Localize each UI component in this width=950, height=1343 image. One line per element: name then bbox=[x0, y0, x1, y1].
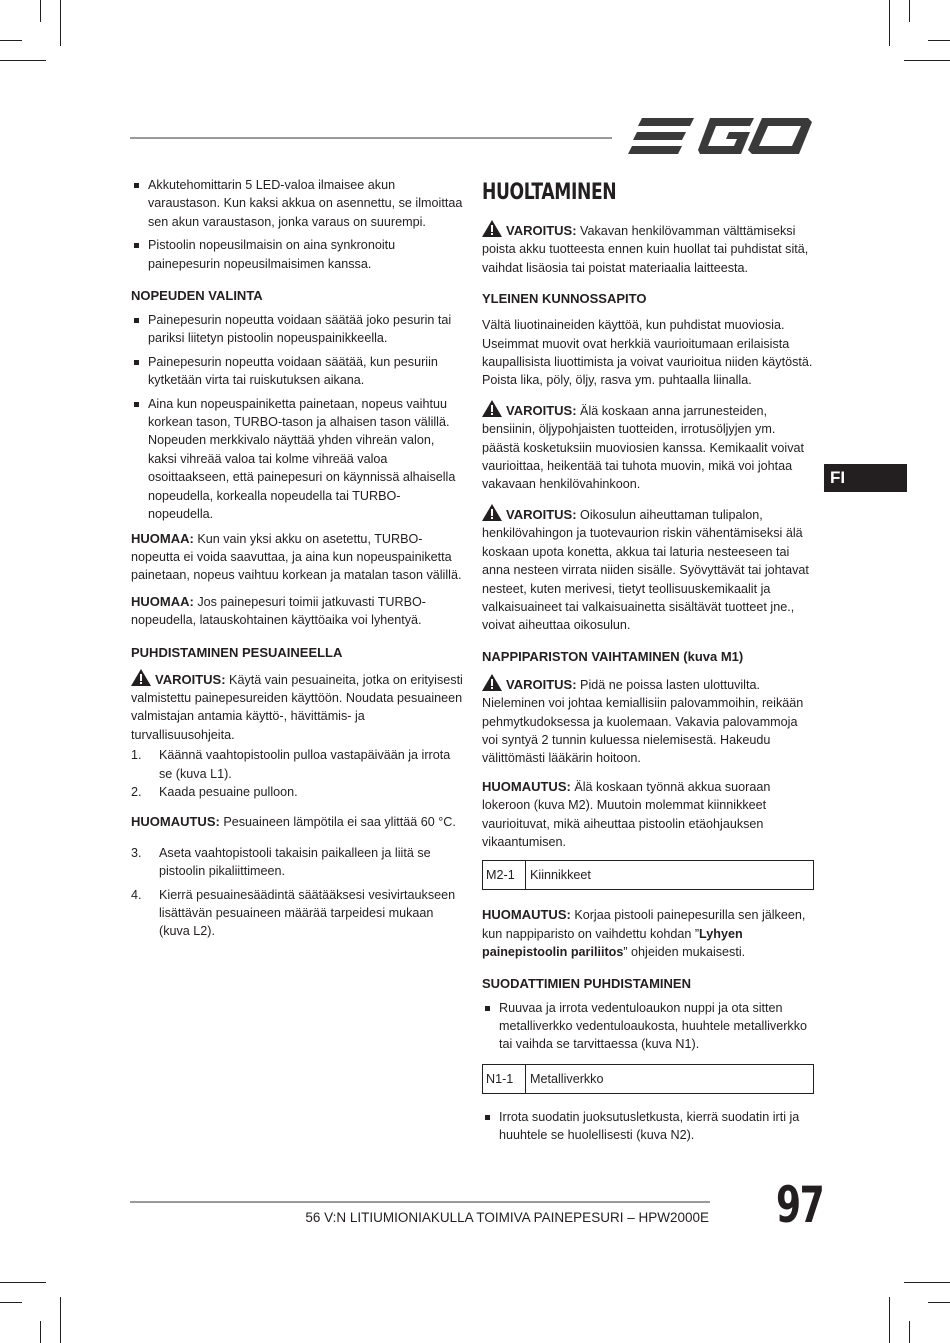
warning-label: VAROITUS: bbox=[506, 676, 577, 692]
crop-mark bbox=[60, 1297, 61, 1343]
warning-icon bbox=[482, 400, 502, 417]
logo-text: EGO bbox=[628, 116, 631, 117]
crop-mark bbox=[928, 1302, 950, 1303]
step-item bbox=[131, 783, 463, 801]
step-text: Käännä vaahtopistoolin pulloa vastapäivään ja irrota se (kuva L1). bbox=[159, 748, 451, 781]
crop-mark bbox=[889, 1297, 890, 1343]
page-number-text: 97 bbox=[776, 1176, 824, 1234]
crop-mark bbox=[928, 40, 950, 41]
crop-mark bbox=[0, 1302, 22, 1303]
warning-text: Vakavan henkilövamman välttämiseksi poista akku tuotteesta ennen kuin huollat tai puhdistat sitä, vaihdat lisäosia tai poistat materiaalia laitteesta. bbox=[482, 224, 809, 275]
warning-text: Älä koskaan anna jarrunesteiden, bensiinin, öljypohjaisten tuotteiden, irrotusöljyjen ym. päästä kosketuksiin muoviosien kanssa. Kemikaalit voivat vaurioittaa, heikentää tai tuhota muovin, mikä voi johtaa vakavaan henkilövahinkoon. bbox=[482, 403, 804, 492]
section-heading-filters: SUODATTIMIEN PUHDISTAMINEN bbox=[482, 975, 691, 991]
crop-mark bbox=[40, 1321, 41, 1343]
parts-table-m2 bbox=[482, 860, 814, 890]
page-title-text: HUOLTAMINEN bbox=[482, 180, 617, 205]
caution-text: Älä koskaan työnnä akkua suoraan lokeroon (kuva M2). Muutoin molemmat kiinnikkeet vaurioituvat, mikä aiheuttaa pistoolin etäohjauksen vikaantumisen. bbox=[482, 779, 771, 849]
crop-mark bbox=[0, 60, 46, 61]
warning-text: Käytä vain pesuaineita, jotka on erityisesti valmistettu painepesureiden käyttöön. Noudata pesuaineen valmistajan antamia käyttö-, hävittämis- ja turvallisuusohjeita. bbox=[131, 672, 463, 742]
table-value: Metalliverkko bbox=[530, 1071, 604, 1086]
header-rule bbox=[130, 137, 612, 139]
list-item: Pistoolin nopeusilmaisin on aina synkronoitu painepesurin nopeusilmaisimen kanssa. bbox=[131, 236, 463, 273]
section-heading-coin-battery: NAPPIPARISTON VAIHTAMINEN (kuva M1) bbox=[482, 648, 744, 664]
caution-paragraph bbox=[482, 778, 814, 852]
warning-label: VAROITUS: bbox=[506, 402, 577, 418]
note-paragraph bbox=[131, 593, 463, 630]
caution-label: HUOMAUTUS: bbox=[482, 778, 571, 794]
crop-mark bbox=[904, 60, 950, 61]
step-number: 1. bbox=[131, 748, 142, 763]
crop-mark bbox=[904, 1282, 950, 1283]
caution-text: Pesuaineen lämpötila ei saa ylittää 60 °C. bbox=[219, 815, 456, 830]
warning-paragraph bbox=[482, 674, 814, 768]
caution-bold-reference: Lyhyen painepistoolin pariliitos bbox=[482, 926, 743, 960]
warning-paragraph bbox=[482, 400, 814, 494]
ego-logo-graphic bbox=[628, 116, 812, 158]
caution-text: Korjaa pistooli painepesurilla sen jälkeen, kun nappiparisto on vaihdettu kohdan ” bbox=[482, 908, 806, 941]
note-text: Kun vain yksi akku on asetettu, TURBO-nopeutta ei voida saavuttaa, ja aina kun nopeuspainiketta painetaan, nopeus vaihtuu korkean ja matalan tason välillä. bbox=[131, 531, 462, 583]
ego-logo bbox=[628, 116, 812, 158]
crop-mark bbox=[60, 0, 61, 46]
caution-label: HUOMAUTUS: bbox=[131, 814, 220, 830]
footer-rule bbox=[130, 1201, 710, 1203]
note-label: HUOMAA: bbox=[131, 530, 194, 546]
crop-mark bbox=[909, 0, 910, 22]
crop-mark bbox=[909, 1321, 910, 1343]
right-column bbox=[482, 180, 814, 1145]
page-title bbox=[482, 180, 814, 206]
caution-label: HUOMAUTUS: bbox=[482, 907, 571, 923]
warning-label: VAROITUS: bbox=[155, 671, 226, 687]
warning-icon bbox=[482, 504, 502, 521]
step-text: Kaada pesuaine pulloon. bbox=[159, 784, 298, 799]
list-item: Ruuvaa ja irrota vedentuloaukon nuppi ja ota sitten metalliverkko vedentuloaukosta, huuhtele metalliverkko tai vaihda se tarvittaessa (kuva N1). bbox=[482, 999, 814, 1054]
parts-table-n1 bbox=[482, 1064, 814, 1094]
step-number: 2. bbox=[131, 784, 142, 799]
warning-paragraph bbox=[482, 504, 814, 635]
step-item bbox=[131, 746, 463, 783]
note-text: Jos painepesuri toimii jatkuvasti TURBO-nopeudella, latauskohtainen käyttöaika voi lyhentyä. bbox=[131, 594, 426, 628]
note-label: HUOMAA: bbox=[131, 593, 194, 609]
section-heading-detergent: PUHDISTAMINEN PESUAINEELLA bbox=[131, 644, 343, 660]
warning-label: VAROITUS: bbox=[506, 506, 577, 522]
step-item bbox=[131, 844, 463, 881]
body-paragraph: Vältä liuotinaineiden käyttöä, kun puhdistat muoviosia. Useimmat muovit ovat herkkiä vaurioitumaan erilaisista kaupallisista liuottimista ja voivat vaurioitua niiden käytöstä. Poista lika, pöly, öljy, rasva ym. puhtaalla liinalla. bbox=[482, 318, 813, 388]
language-tab bbox=[824, 464, 907, 492]
section-heading-general: YLEINEN KUNNOSSAPITO bbox=[482, 291, 647, 307]
warning-paragraph bbox=[482, 220, 814, 277]
warning-label: VAROITUS: bbox=[506, 223, 577, 238]
section-heading-speed: NOPEUDEN VALINTA bbox=[131, 288, 263, 304]
language-tab-label: FI bbox=[830, 468, 846, 487]
table-key: N1-1 bbox=[483, 1065, 526, 1093]
left-column bbox=[131, 176, 463, 941]
page-number bbox=[776, 1176, 842, 1234]
step-text: Aseta vaahtopistooli takaisin paikalleen ja liitä se pistoolin pikaliittimeen. bbox=[159, 845, 431, 879]
caution-text-end: ” ohjeiden mukaisesti. bbox=[623, 945, 746, 960]
warning-icon bbox=[482, 220, 502, 237]
step-number: 4. bbox=[131, 887, 142, 902]
crop-mark bbox=[40, 0, 41, 22]
table-key: M2-1 bbox=[483, 861, 526, 889]
warning-text: Pidä ne poissa lasten ulottuvilta. Nieleminen voi johtaa kemiallisiin palovammoihin, reikään pehmytkudoksessa ja kuolemaan. Vakavia palovammoja voi syntyä 2 tunnin kuluessa nielemisestä. Hakeudu välittömästi lääkärin hoitoon. bbox=[482, 677, 804, 766]
warning-text: Oikosulun aiheuttaman tulipalon, henkilövahingon ja tuotevaurion riskin vähentämiseksi älä koskaan upota konetta, akkua tai laturia nesteeseen tai anna nesteen virrata niiden sisälle. Syövyttävät tai johtavat nesteet, kuten merivesi, tietyt teollisuuskemikaalit ja valkaisuaineet tai valkaisuainetta sisältävät tuotteet jne., voivat aiheuttaa oikosulun. bbox=[482, 507, 809, 633]
crop-mark bbox=[0, 40, 22, 41]
note-paragraph bbox=[131, 530, 463, 585]
warning-icon bbox=[131, 669, 151, 686]
crop-mark bbox=[889, 0, 890, 46]
footer-title: 56 V:N LITIUMIONIAKULLA TOIMIVA PAINEPESURI – HPW2000E bbox=[305, 1210, 709, 1225]
step-item bbox=[131, 886, 463, 941]
list-item: Irrota suodatin juoksutusletkusta, kierrä suodatin irti ja huuhtele se huolellisesti (kuva N2). bbox=[482, 1108, 814, 1145]
list-item: Aina kun nopeuspainiketta painetaan, nopeus vaihtuu korkean tason, TURBO-tason ja alhaisen tason välillä. Nopeuden merkkivalo näyttää yhden vihreän valon, kaksi vihreää valoa tai kolme vihreää valoa osoittaakseen, että painepesuri on käynnissä alhaisella nopeudella, korkealla nopeudella tai TURBO-nopeudella. bbox=[131, 395, 463, 524]
step-text: Kierrä pesuainesäädintä säätääksesi vesivirtaukseen lisättävän pesuaineen määrää tarpeidesi mukaan (kuva L2). bbox=[159, 887, 456, 939]
list-item: Painepesurin nopeutta voidaan säätää, kun pesuriin kytketään virta tai ruiskutuksen aikana. bbox=[131, 353, 463, 390]
warning-icon bbox=[482, 674, 502, 691]
step-number: 3. bbox=[131, 845, 142, 860]
caution-paragraph bbox=[131, 813, 463, 831]
warning-paragraph bbox=[131, 669, 463, 745]
table-value: Kiinnikkeet bbox=[530, 868, 591, 883]
crop-mark bbox=[0, 1282, 46, 1283]
list-item: Painepesurin nopeutta voidaan säätää joko pesurin tai pariksi liitetyn pistoolin nopeuspainikkeella. bbox=[131, 311, 463, 348]
caution-paragraph bbox=[482, 906, 814, 961]
list-item: Akkutehomittarin 5 LED-valoa ilmaisee akun varaustason. Kun kaksi akkua on asennettu, se ilmoittaa sen akun varaustason, jonka varaus on suurempi. bbox=[131, 176, 463, 231]
